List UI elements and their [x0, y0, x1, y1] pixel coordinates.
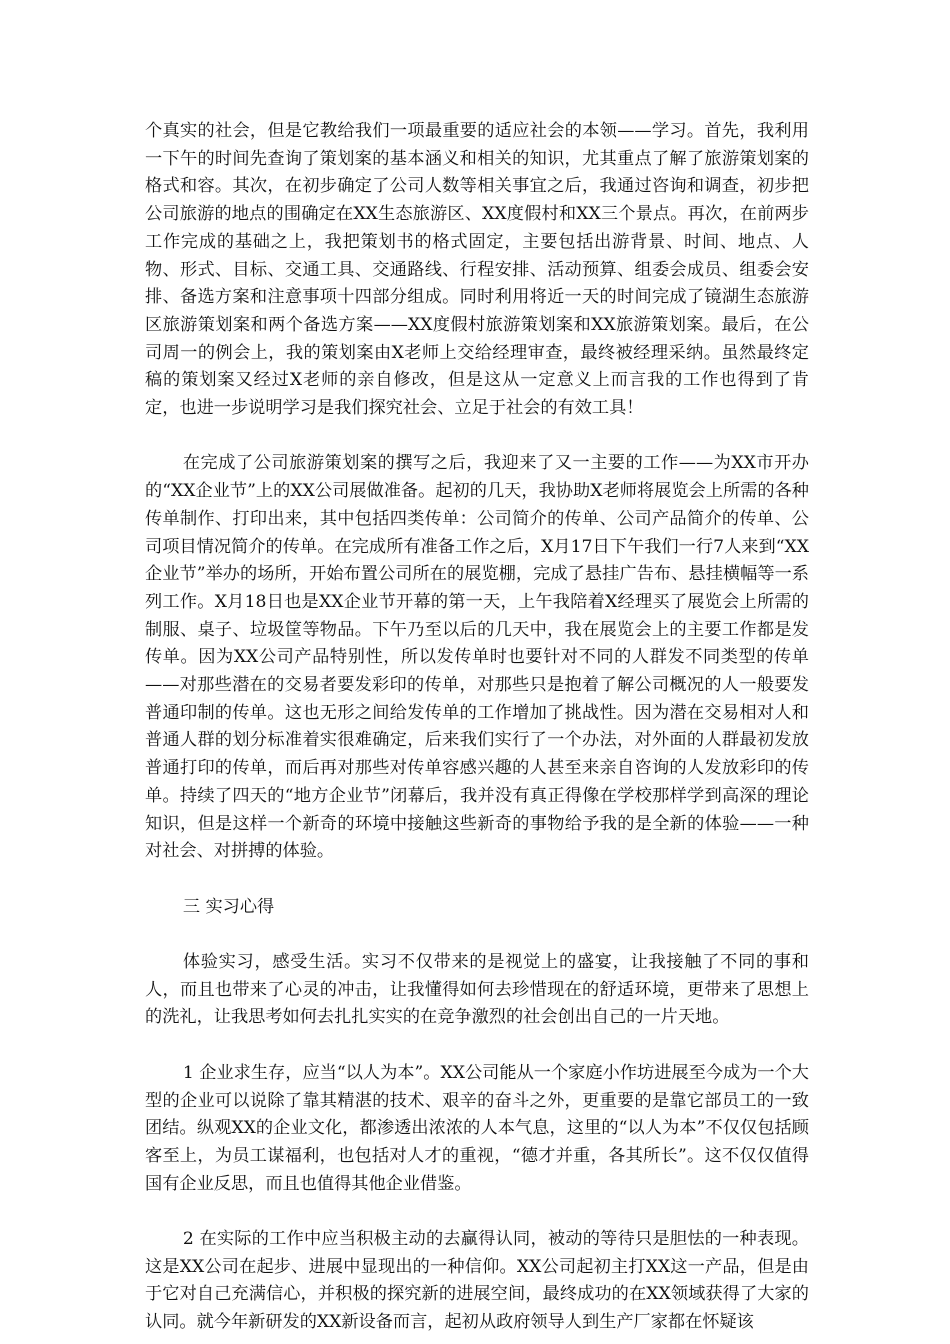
paragraph-experience: 体验实习，感受生活。实习不仅带来的是视觉上的盛宴，让我接触了不同的事和人，而且也带来了心灵的冲击，让我懂得如何去珍惜现在的舒适环境，更带来了思想上的洗礼，让我思考如何去扎扎实实的在竞争激烈的社会创出自己的一片天地。	[145, 952, 809, 1028]
paragraph-enterprise-fair: 在完成了公司旅游策划案的撰写之后，我迎来了又一主要的工作——为XX市开办的“XX企业节”上的XX公司展做准备。起初的几天，我协助X老师将展览会上所需的各种传单制作、打印出来，其中包括四类传单：公司简介的传单、公司产品简介的传单、公司项目情况简介的传单。在完成所有准备工作之后，X月17日下午我们一行7人来到“XX企业节”举办的场所，开始布置公司所在的展览棚，完成了悬挂广告布、悬挂横幅等一系列工作。X月18日也是XX企业节开幕的第一天，上午我陪着X经理买了展览会上所需的制服、桌子、垃圾筐等物品。下午乃至以后的几天中，我在展览会上的主要工作都是发传单。因为XX公司产品特别性，所以发传单时也要针对不同的人群发不同类型的传单——对那些潜在的交易者要发彩印的传单，对那些只是抱着了解公司概况的人一般要发普通印制的传单。这也无形之间给发传单的工作增加了挑战性。因为潜在交易相对人和普通人群的划分标准着实很难确定，后来我们实行了一个办法，对外面的人群最初发放普通打印的传单，而后再对那些对传单容感兴趣的人甚至来亲自咨询的人发放彩印的传单。持续了四天的“地方企业节”闭幕后，我并没有真正得像在学校那样学到高深的理论知识，但是这样一个新奇的环境中接触这些新奇的事物给予我的是全新的体验——一种对社会、对拼搏的体验。	[145, 453, 809, 862]
paragraph-point-1: 1 企业求生存，应当“以人为本”。XX公司能从一个家庭小作坊进展至今成为一个大型的企业可以说除了靠其精湛的技术、艰辛的奋斗之外，更重要的是靠它部员工的一致团结。纵观XX的企业文化，都渗透出浓浓的人本气息，这里的“以人为本”不仅仅包括顾客至上，为员工谋福利，也包括对人才的重视，“德才并重，各其所长”。这不仅仅值得国有企业反思，而且也值得其他企业借鉴。	[145, 1062, 809, 1194]
paragraph-travel-plan: 个真实的社会，但是它教给我们一项最重要的适应社会的本领——学习。首先，我利用一下午的时间先查询了策划案的基本涵义和相关的知识，尤其重点了解了旅游策划案的格式和容。其次，在初步确定了公司人数等相关事宜之后，我通过咨询和调查，初步把公司旅游的地点的围确定在XX生态旅游区、XX度假村和XX三个景点。再次，在前两步工作完成的基础之上，我把策划书的格式固定，主要包括出游背景、时间、地点、人物、形式、目标、交通工具、交通路线、行程安排、活动预算、组委会成员、组委会安排、备选方案和注意事项十四部分组成。同时利用将近一天的时间完成了镜湖生态旅游区旅游策划案和两个备选方案——XX度假村旅游策划案和XX旅游策划案。最后，在公司周一的例会上，我的策划案由X老师上交给经理审查，最终被经理采纳。虽然最终定稿的策划案又经过X老师的亲自修改，但是这从一定意义上而言我的工作也得到了肯定，也进一步说明学习是我们探究社会、立足于社会的有效工具！	[145, 121, 809, 419]
paragraph-point-2: 2 在实际的工作中应当积极主动的去赢得认同，被动的等待只是胆怯的一种表现。这是XX公司在起步、进展中显现出的一种信仰。XX公司起初主打XX这一产品，但是由于它对自己充满信心，并积极的探究新的进展空间，最终成功的在XX领域获得了大家的认同。就今年新研发的XX新设备而言，起初从政府领导人到生产厂家都在怀疑该	[145, 1229, 809, 1333]
section-heading-internship-reflections: 三 实习心得	[182, 896, 275, 917]
document-body	[145, 118, 809, 1337]
